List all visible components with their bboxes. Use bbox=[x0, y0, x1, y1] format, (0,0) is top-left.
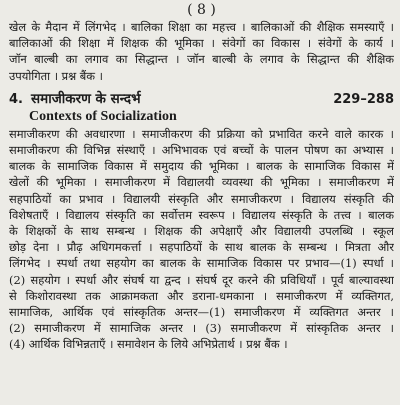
text-line: बालिकाओं की शिक्षा में शिक्षक की भूमिका । संवेगों का विकास । संवेगों के कार्य । bbox=[9, 36, 394, 51]
text-line: (4) आर्थिक विभिन्नताएँ । समावेशन के लिये अभिप्रेतार्थ । प्रश्न बैंक । bbox=[9, 337, 288, 352]
chapter-page-range: 229–288 bbox=[333, 91, 394, 107]
chapter-number: 4. bbox=[9, 91, 23, 107]
page-number: ( 8 ) bbox=[187, 2, 216, 18]
text-line: के शिक्षकों के साथ सम्बन्ध । शिक्षक की अपेक्षाएँ और विद्यालयी उपलब्धि । स्कूल bbox=[9, 224, 394, 239]
text-line: (2) सहयोग । स्पर्धा और संघर्ष या द्वन्द । संघर्ष दूर करने की प्रविधियाँ । पूर्व बाल्यावस्था bbox=[9, 272, 394, 287]
text-line: बालक के सामाजिक विकास में समुदाय की भूमिका । बालक के सामाजिक विकास में bbox=[9, 159, 394, 174]
text-line: सहपाठियों का प्रभाव । विद्यालयी संस्कृति और समाजीकरण । विद्यालय संस्कृति की bbox=[9, 191, 394, 206]
text-line: उपयोगिता । प्रश्न बैंक । bbox=[9, 68, 103, 83]
text-line: छोड़ देना । प्रौढ़ अधिगमकर्त्ता । सहपाठियों के साथ बालक के सम्बन्ध । मित्रता और bbox=[9, 240, 394, 255]
text-line: समाजीकरण की विभिन्न संस्थाएँ । अभिभावक एवं बच्चों के पालन पोषण का अभ्यास । bbox=[9, 143, 394, 158]
chapter-title: समाजीकरण के सन्दर्भ bbox=[31, 90, 141, 107]
text-line: खेल के मैदान में लिंगभेद । बालिका शिक्षा का महत्त्व । बालिकाओं की शैक्षिक समस्याएँ । bbox=[9, 20, 394, 34]
text-line: सामाजिक, आर्थिक एवं सांस्कृतिक अन्तर—(1) समाजीकरण में व्यक्तिगत अन्तर । bbox=[9, 305, 394, 320]
text-line: विशेषताएँ । विद्यालय संस्कृति का सर्वोत्तम स्वरूप । विद्यालय संस्कृति के तत्त्व । बालक bbox=[9, 207, 394, 222]
text-line: समाजीकरण की अवधारणा । समाजीकरण की प्रक्रिया को प्रभावित करने वाले कारक । bbox=[9, 126, 394, 141]
chapter-heading bbox=[9, 89, 394, 108]
text-line: से किशोरावस्था तक आक्रामकता और डराना-धमकाना । समाजीकरण में व्यक्तिगत, bbox=[9, 288, 394, 303]
text-line: खेलों की भूमिका । समाजीकरण में विद्यालयी व्यवस्था की भूमिका । समाजीकरण में bbox=[9, 175, 394, 190]
text-line: (2) समाजीकरण में सामाजिक अन्तर । (3) समाजीकरण में सांस्कृतिक अन्तर । bbox=[9, 321, 394, 336]
text-line: जॉन बाल्बी का लगाव का सिद्धान्त । जॉन बाल्बी के लगाव के सिद्धान्त की शैक्षिक bbox=[9, 52, 394, 67]
text-line: लिंगभेद । स्पर्धा तथा सहयोग का बालक के सामाजिक विकास पर प्रभाव—(1) स्पर्धा । bbox=[9, 256, 394, 271]
chapter-english-title: Contexts of Socialization bbox=[29, 108, 177, 124]
